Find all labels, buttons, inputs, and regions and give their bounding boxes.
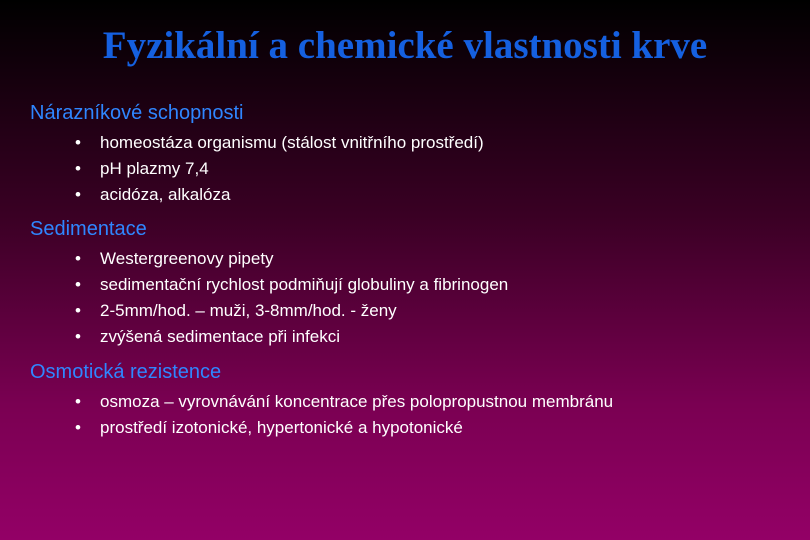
list-item-text: prostředí izotonické, hypertonické a hypotonické [100, 418, 463, 437]
list-item [30, 130, 790, 156]
list-item [30, 298, 790, 324]
bullet-marker: • [75, 249, 81, 268]
bullet-marker: • [75, 275, 81, 294]
bullet-marker: • [75, 185, 81, 204]
list-item [30, 182, 790, 208]
section-buffer-capacity [30, 100, 790, 208]
list-item [30, 415, 790, 441]
bullet-marker: • [75, 392, 81, 411]
list-item-text: Westergreenovy pipety [100, 249, 274, 268]
section-heading: Sedimentace [30, 218, 147, 240]
bullet-marker: • [75, 159, 81, 178]
bullet-list [30, 246, 790, 350]
bullet-marker: • [75, 327, 81, 346]
list-item-text: osmoza – vyrovnávání koncentrace přes polopropustnou membránu [100, 392, 614, 411]
list-item [30, 389, 790, 415]
section-osmotic-resistance [30, 359, 790, 441]
list-item-text: sedimentační rychlost podmiňují globuliny a fibrinogen [100, 275, 509, 294]
bullet-list [30, 130, 790, 208]
list-item [30, 156, 790, 182]
list-item-text: pH plazmy 7,4 [100, 159, 209, 178]
section-heading: Nárazníkové schopnosti [30, 102, 244, 124]
list-item [30, 324, 790, 350]
list-item-text: 2-5mm/hod. – muži, 3-8mm/hod. - ženy [100, 301, 397, 320]
list-item-text: acidóza, alkalóza [100, 185, 231, 204]
section-heading: Osmotická rezistence [30, 361, 222, 383]
slide-title: Fyzikální a chemické vlastnosti krve [102, 24, 708, 67]
list-item [30, 272, 790, 298]
list-item [30, 246, 790, 272]
bullet-marker: • [75, 418, 81, 437]
section-sedimentation [30, 216, 790, 350]
bullet-marker: • [75, 133, 81, 152]
list-item-text: zvýšená sedimentace při infekci [100, 327, 341, 346]
bullet-list [30, 389, 790, 441]
bullet-marker: • [75, 301, 81, 320]
list-item-text: homeostáza organismu (stálost vnitřního prostředí) [100, 133, 484, 152]
